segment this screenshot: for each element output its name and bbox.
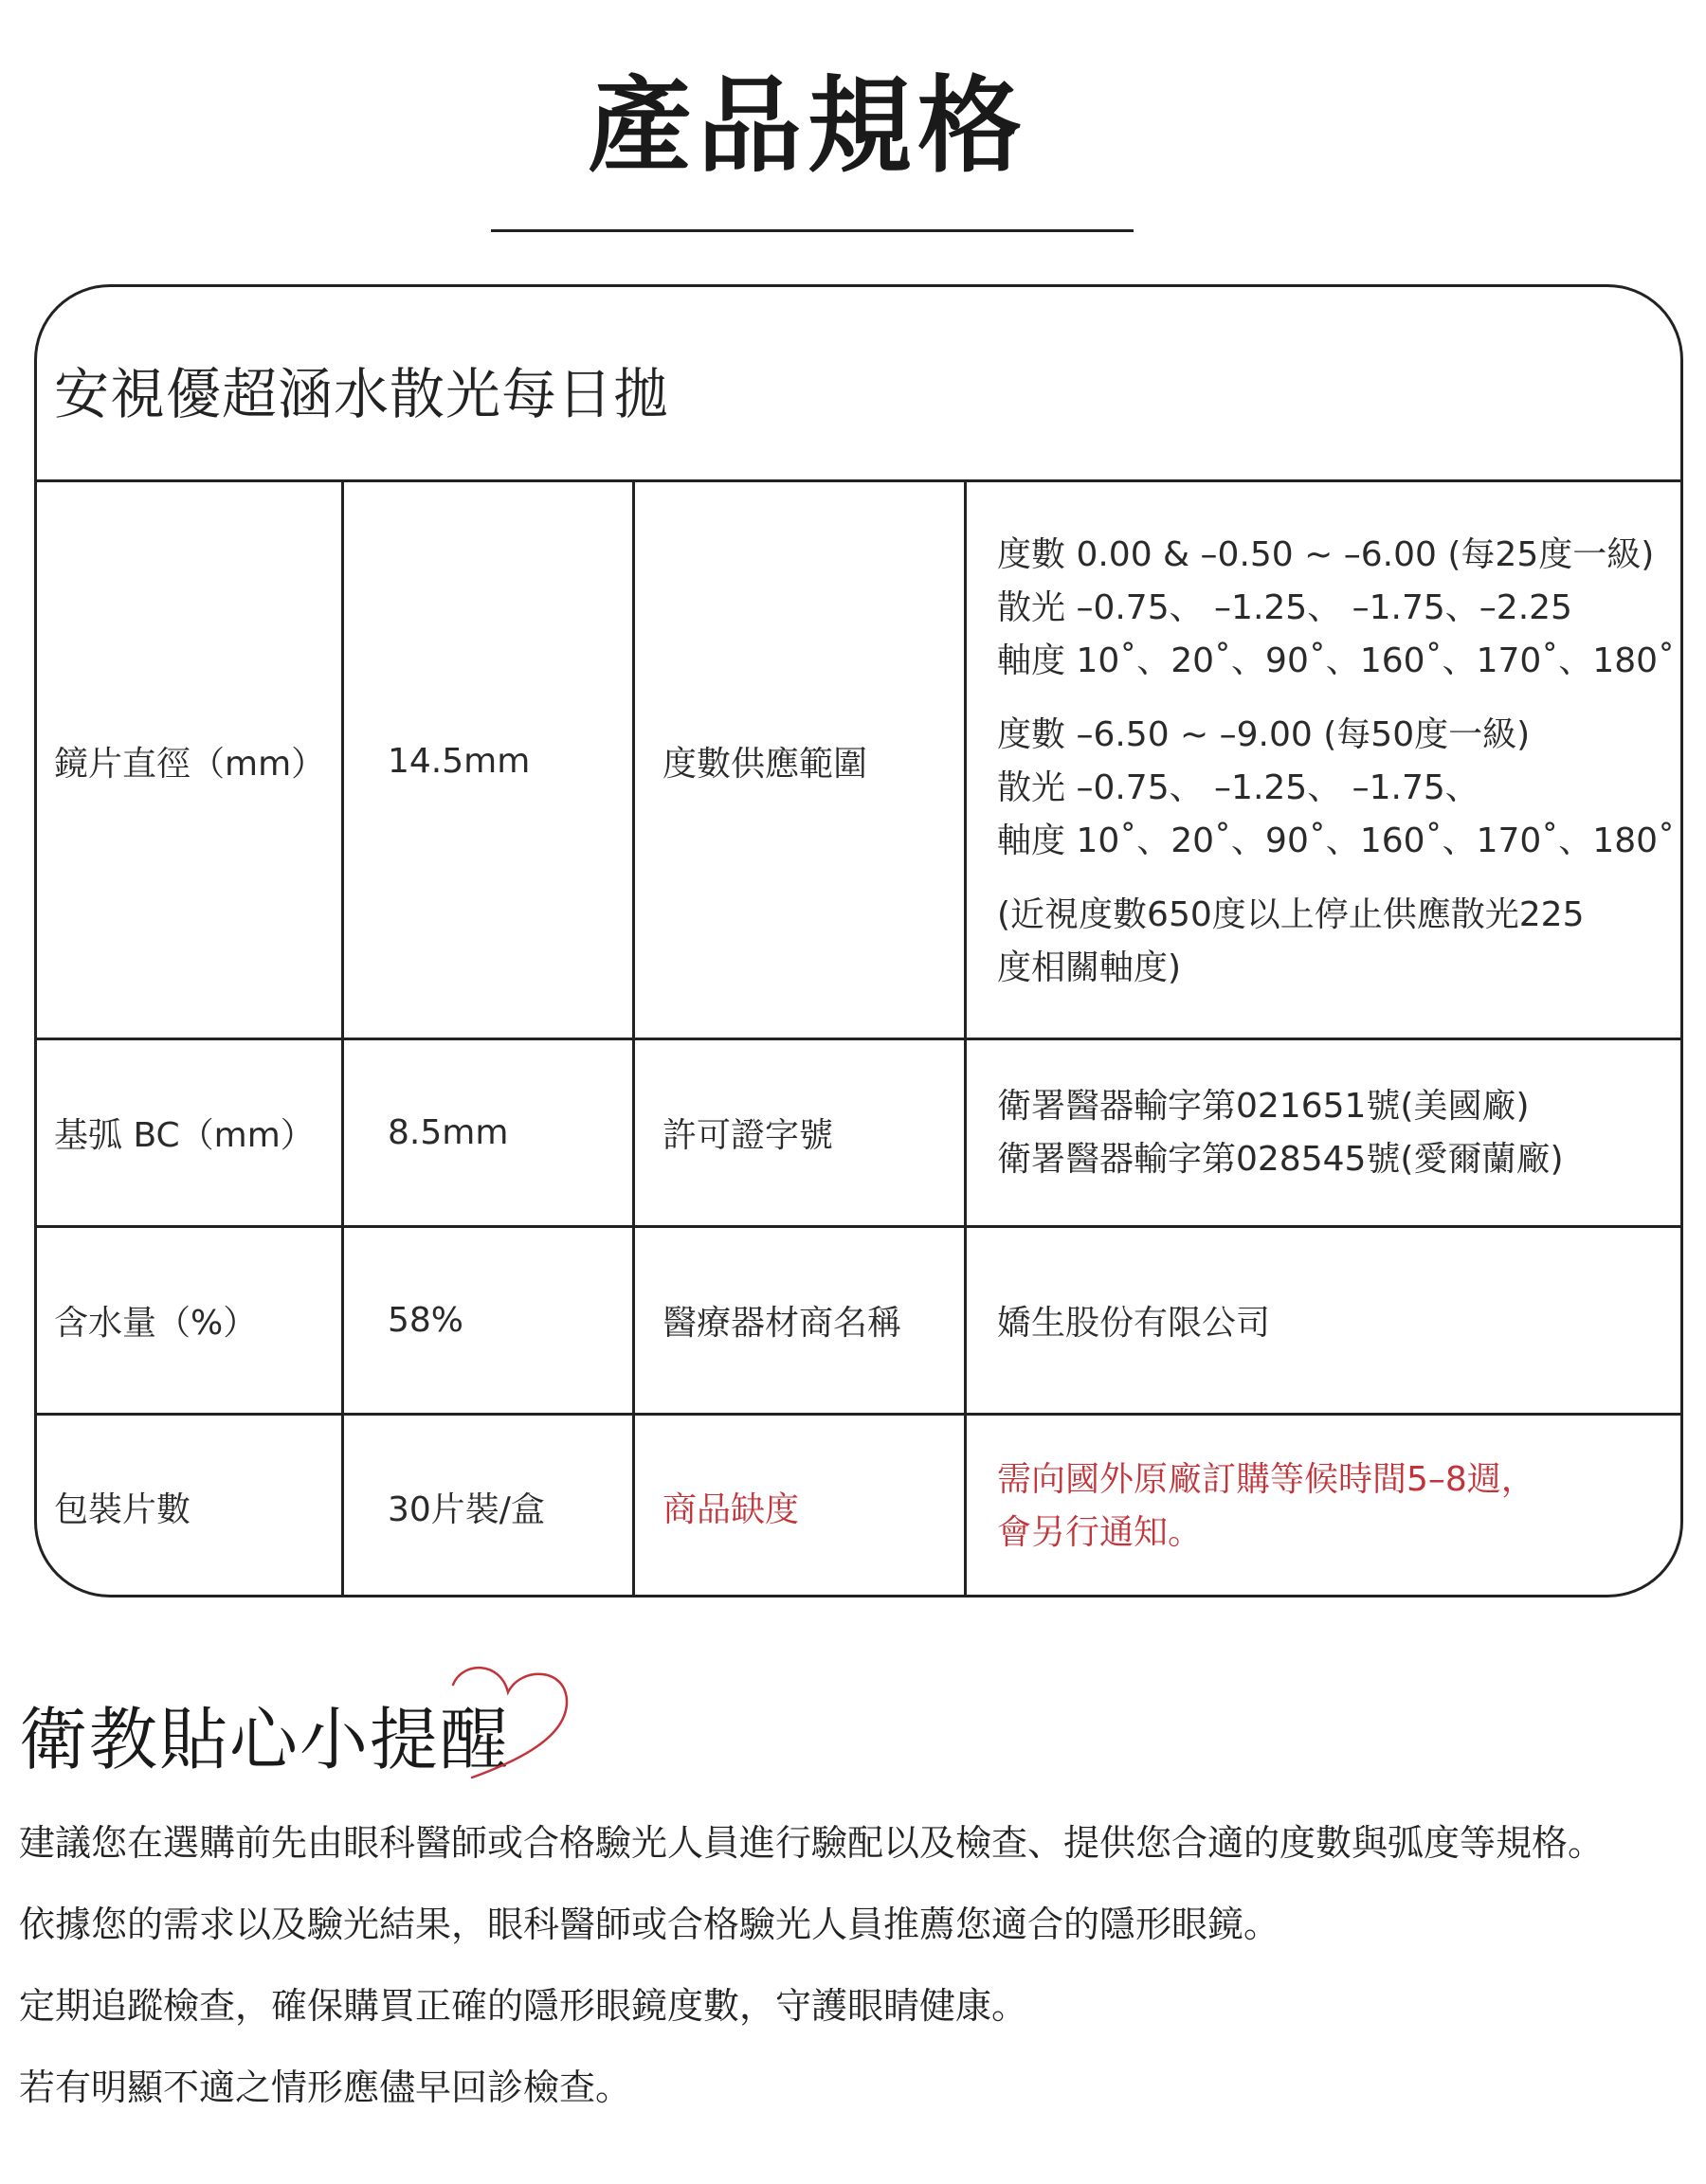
cylinder-range-line: 散光 –0.75、 –1.25、 –1.75、 — [997, 767, 1479, 807]
spec-label-stock: 商品缺度 — [662, 1489, 800, 1529]
tip-item: 若有明顯不適之情形應儘早回診檢查。 — [19, 2067, 632, 2108]
spec-label-water-content: 含水量（%） — [54, 1304, 258, 1343]
spec-label-license: 許可證字號 — [662, 1116, 834, 1155]
spec-value-license — [997, 1040, 1683, 1225]
spec-label-power-range: 度數供應範圍 — [662, 745, 868, 784]
power-range-block-1 — [997, 529, 1675, 688]
spec-value-water-content: 58% — [388, 1301, 464, 1340]
note-line: (近視度數650度以上停止供應散光225 — [997, 894, 1585, 934]
spec-label-package: 包裝片數 — [54, 1489, 191, 1529]
spec-value-power-range — [997, 485, 1683, 1038]
tip-item: 定期追蹤檢查，確保購買正確的隱形眼鏡度數，守護眼睛健康。 — [19, 1985, 1028, 2027]
stock-line: 會另行通知。 — [997, 1513, 1203, 1552]
spec-value-diameter: 14.5mm — [388, 742, 531, 781]
spec-value-package: 30片裝/盒 — [388, 1489, 545, 1529]
license-line: 衛署醫器輸字第021651號(美國廠) — [997, 1086, 1530, 1126]
axis-range-line: 軸度 10˚、20˚、90˚、160˚、170˚、180˚ — [997, 821, 1676, 860]
spec-value-base-curve: 8.5mm — [388, 1113, 509, 1152]
tip-item: 依據您的需求以及驗光結果，眼科醫師或合格驗光人員推薦您適合的隱形眼鏡。 — [19, 1904, 1280, 1945]
spec-card-header — [37, 287, 1680, 482]
power-range-note — [997, 889, 1675, 995]
cylinder-range-line: 散光 –0.75、 –1.25、 –1.75、–2.25 — [997, 587, 1572, 627]
spec-value-device-company: 嬌生股份有限公司 — [997, 1304, 1271, 1343]
spec-label-diameter: 鏡片直徑（mm） — [54, 745, 326, 784]
page-title: 產品規格 — [588, 65, 1027, 187]
spec-label-base-curve: 基弧 BC（mm） — [54, 1116, 315, 1155]
stock-line: 需向國外原廠訂購等候時間5–8週， — [997, 1460, 1535, 1499]
power-range-block-2 — [997, 709, 1675, 868]
axis-range-line: 軸度 10˚、20˚、90˚、160˚、170˚、180˚ — [997, 641, 1676, 680]
tips-title: 衛教貼心小提醒 — [19, 1700, 511, 1779]
spec-value-stock — [997, 1416, 1683, 1597]
spec-card — [34, 284, 1683, 1597]
power-range-line: 度數 –6.50 ~ –9.00 (每50度一級) — [997, 714, 1531, 754]
product-name: 安視優超涵水散光每日拋 — [54, 362, 670, 426]
title-divider — [491, 229, 1134, 232]
tip-item: 建議您在選購前先由眼科醫師或合格驗光人員進行驗配以及檢查、提供您合適的度數與弧度等規格。 — [19, 1822, 1605, 1864]
note-line: 度相關軸度) — [997, 948, 1182, 987]
license-line: 衛署醫器輸字第028545號(愛爾蘭廠) — [997, 1139, 1564, 1179]
heart-outline-icon — [434, 1656, 576, 1789]
spec-label-device-company: 醫療器材商名稱 — [662, 1304, 902, 1343]
power-range-line: 度數 0.00 & –0.50 ~ –6.00 (每25度一級) — [997, 534, 1655, 574]
